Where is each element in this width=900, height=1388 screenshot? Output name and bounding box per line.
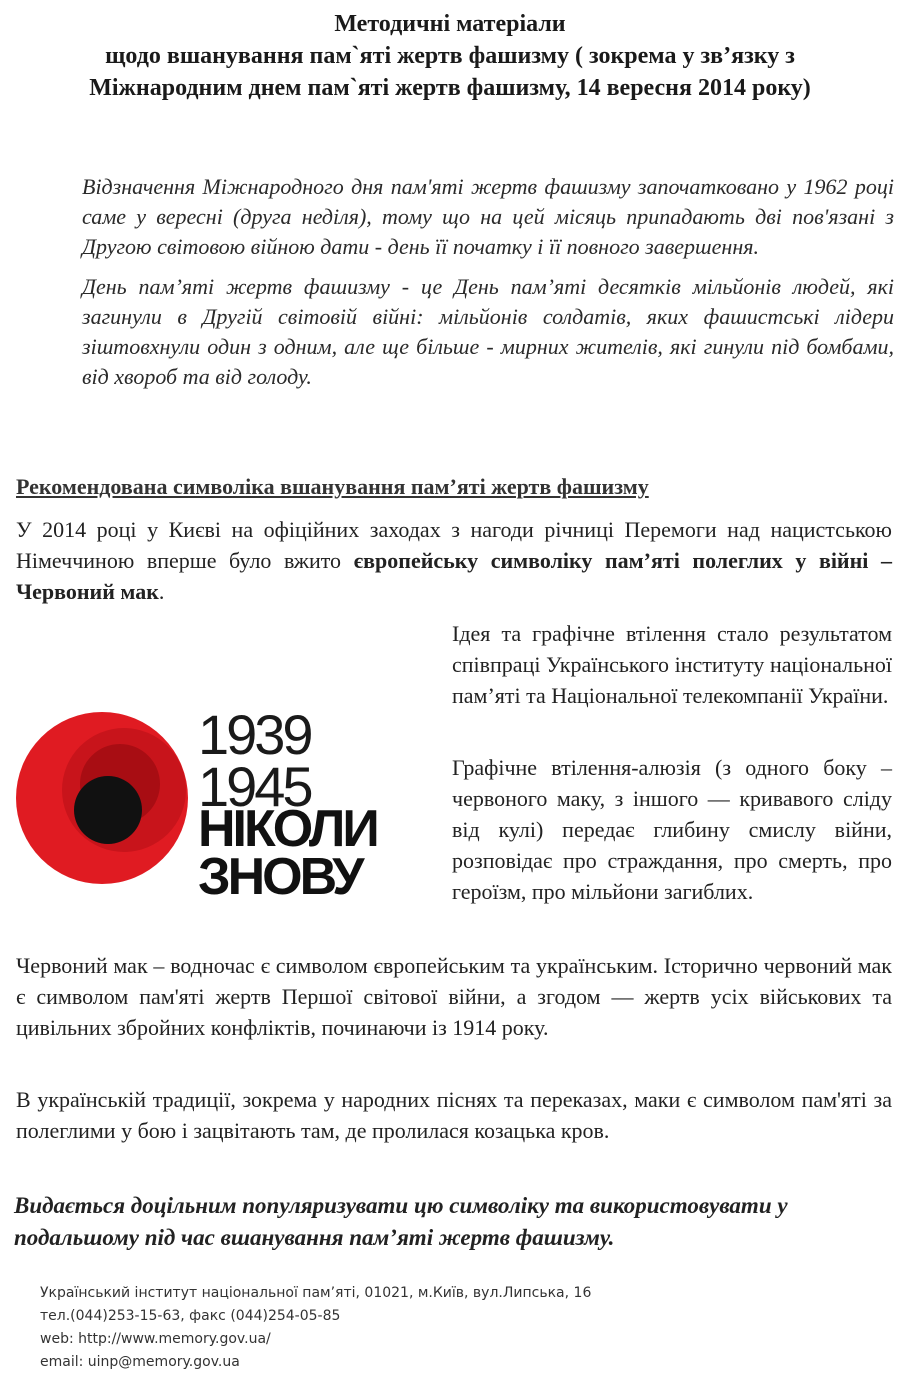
- footer-web-link[interactable]: web: http://www.memory.gov.ua/: [40, 1331, 271, 1347]
- intro-paragraph-1: Відзначення Міжнародного дня пам'яті жертв фашизму започатковано у 1962 році саме у вересні (друга неділя), тому що на цей місяць припадають дві пов'язані з Другою світовою війною дати - день її початку і її повного завершення.: [82, 174, 894, 259]
- logo-year-1939: 1939: [198, 703, 311, 766]
- graphic-paragraph: Графічне втілення-алюзія (з одного боку – червоного маку, з іншого — кривавого сліду від кулі) передає глибину смислу війни, розповідає про страждання, про смерть, про героїзм, про мільйони загиблих.: [452, 755, 892, 904]
- section-heading: Рекомендована символіка вшанування пам’яті жертв фашизму: [16, 474, 649, 499]
- red-poppy-logo: [14, 700, 444, 900]
- logo-word-nikoly: НІКОЛИ: [198, 800, 377, 858]
- title-line-2: щодо вшанування пам`яті жертв фашизму ( зокрема у зв’язку з: [105, 43, 795, 69]
- footer-phone: тел.(044)253-15-63, факс (044)254-05-85: [40, 1308, 341, 1324]
- intro-paragraph-2: День пам’яті жертв фашизму - це День пам’яті десятків мільйонів людей, які загинули в Другій світовій війні: мільйонів солдатів, яких фашистські лідери зіштовхнули один з одним, але ще більше - мирних жителів, які гинули під бомбами, від хвороб та від голоду.: [82, 274, 894, 389]
- title-line-1: Методичні матеріали: [334, 11, 566, 37]
- document-title: [10, 8, 890, 104]
- footer-contacts: [40, 1282, 880, 1374]
- logo-year-1945: 1945: [198, 755, 311, 818]
- idea-paragraph: Ідея та графічне втілення стало результатом співпраці Українського інституту національної пам’яті та Національної телекомпанії України.: [452, 621, 892, 708]
- poppy-symbol-paragraph: Червоний мак – водночас є символом європейським та українським. Історично червоний мак є символом пам'яті жертв Першої світової війни, а згодом — жертв усіх військових та цивільних збройних конфліктів, починаючи із 1914 року.: [16, 953, 892, 1040]
- ukrainian-tradition-paragraph: В українській традиції, зокрема у народних піснях та переказах, маки є символом пам'яті за полеглими у бою і зацвітають там, де пролилася козацька кров.: [16, 1087, 892, 1143]
- paragraph-1-text: У 2014 році у Києві на офіційних заходах з нагоди річниці Перемоги над нацистською Німеччиною вперше було вжито: [16, 517, 892, 573]
- symbolism-paragraph-1: [16, 514, 892, 607]
- poppy-center-circle: [74, 776, 142, 844]
- intro-section: [82, 172, 894, 402]
- paragraph-1-end: .: [158, 579, 165, 604]
- footer-email-link[interactable]: email: uinp@memory.gov.ua: [40, 1354, 240, 1370]
- footer-address: Український інститут національної пам’яті, 01021, м.Київ, вул.Липська, 16: [40, 1285, 592, 1301]
- title-line-3: Міжнародним днем пам`яті жертв фашизму, 14 вересня 2014 року): [89, 75, 811, 101]
- paragraph-1-bold: європейську символіку пам’яті полеглих у війні – Червоний мак: [16, 548, 892, 604]
- logo-word-znovu: ЗНОВУ: [198, 848, 362, 900]
- closing-recommendation: Видається доцільним популяризувати цю символіку та використовувати у подальшому під час вшанування пам’яті жертв фашизму.: [14, 1193, 788, 1250]
